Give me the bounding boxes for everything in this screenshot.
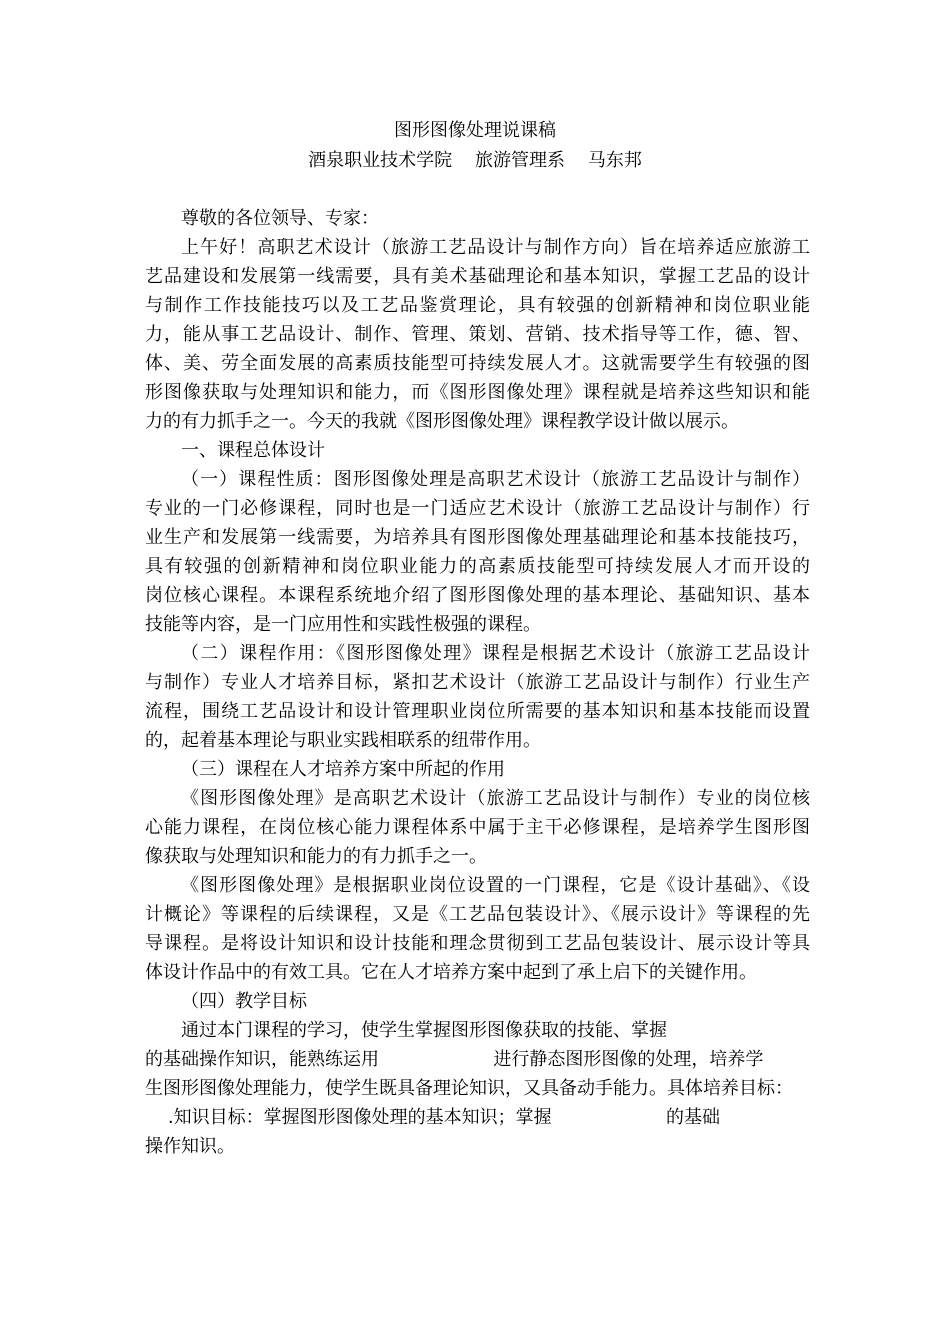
- body-line: 专业的一门必修课程，同时也是一门适应艺术设计（旅游工艺品设计与制作）行: [145, 498, 810, 519]
- body-line: 的基础操作知识，能熟练运用 进行静态图形图像的处理，培养学: [145, 1049, 764, 1070]
- body-line: 体、美、劳全面发展的高素质技能型可持续发展人才。这就需要学生有较强的图: [145, 353, 810, 374]
- salutation: 尊敬的各位领导、专家：: [181, 208, 379, 229]
- body-line: 体设计作品中的有效工具。它在人才培养方案中起到了承上启下的关键作用。: [145, 962, 757, 983]
- body-line: 艺品建设和发展第一线需要，具有美术基础理论和基本知识，掌握工艺品的设计: [145, 266, 810, 287]
- document-title: 图形图像处理说课稿: [394, 120, 556, 141]
- body-line: （二）课程作用：《图形图像处理》课程是根据艺术设计（旅游工艺品设计: [181, 643, 810, 664]
- body-line: 业生产和发展第一线需要，为培养具有图形图像处理基础理论和基本技能技巧，: [145, 527, 810, 548]
- body-line: 流程，围绕工艺品设计和设计管理职业岗位所需要的基本知识和基本技能而设置: [145, 701, 810, 722]
- body-line: 力的有力抓手之一。今天的我就《图形图像处理》课程教学设计做以展示。: [145, 411, 739, 432]
- subsection-heading: （三）课程在人才培养方案中所起的作用: [181, 759, 505, 780]
- body-line: 《图形图像处理》是根据职业岗位设置的一门课程，它是《设计基础》、《设: [181, 875, 810, 896]
- body-line: 《图形图像处理》是高职艺术设计（旅游工艺品设计与制作）专业的岗位核: [181, 788, 810, 809]
- subsection-heading: （四）教学目标: [181, 991, 307, 1012]
- body-line: 的，起着基本理论与职业实践相联系的纽带作用。: [145, 730, 541, 751]
- body-line: 具有较强的创新精神和岗位职业能力的高素质技能型可持续发展人才而开设的: [145, 556, 810, 577]
- body-line: 与制作工作技能技巧以及工艺品鉴赏理论，具有较强的创新精神和岗位职业能: [145, 295, 810, 316]
- body-line: 通过本门课程的学习，使学生掌握图形图像获取的技能、掌握: [181, 1020, 667, 1041]
- body-line: 心能力课程，在岗位核心能力课程体系中属于主干必修课程，是培养学生图形图: [145, 817, 810, 838]
- author-line: 酒泉职业技术学院 旅游管理系 马东邦: [308, 150, 642, 171]
- body-line: 操作知识。: [145, 1136, 235, 1157]
- body-line: 像获取与处理知识和能力的有力抓手之一。: [145, 846, 487, 867]
- body-line: 导课程。是将设计知识和设计技能和理念贯彻到工艺品包装设计、展示设计等具: [145, 933, 810, 954]
- body-line: 形图像获取与处理知识和能力，而《图形图像处理》课程就是培养这些知识和能: [145, 382, 810, 403]
- body-line: 岗位核心课程。本课程系统地介绍了图形图像处理的基本理论、基础知识、基本: [145, 585, 810, 606]
- section-heading: 一、课程总体设计: [181, 440, 325, 461]
- body-line: （一）课程性质：图形图像处理是高职艺术设计（旅游工艺品设计与制作）: [181, 469, 810, 490]
- body-line: 上午好！高职艺术设计（旅游工艺品设计与制作方向）旨在培养适应旅游工: [181, 237, 810, 258]
- document-body: [145, 204, 810, 1161]
- body-line: .知识目标：掌握图形图像处理的基本知识；掌握 的基础: [145, 1107, 721, 1128]
- body-line: 与制作）专业人才培养目标，紧扣艺术设计（旅游工艺品设计与制作）行业生产: [145, 672, 810, 693]
- body-line: 力，能从事工艺品设计、制作、管理、策划、营销、技术指导等工作，德、智、: [145, 324, 810, 345]
- body-line: 生图形图像处理能力，使学生既具备理论知识，又具备动手能力。具体培养目标：: [145, 1078, 793, 1099]
- body-line: 计概论》等课程的后续课程，又是《工艺品包装设计》、《展示设计》等课程的先: [145, 904, 810, 925]
- body-line: 技能等内容，是一门应用性和实践性极强的课程。: [145, 614, 541, 635]
